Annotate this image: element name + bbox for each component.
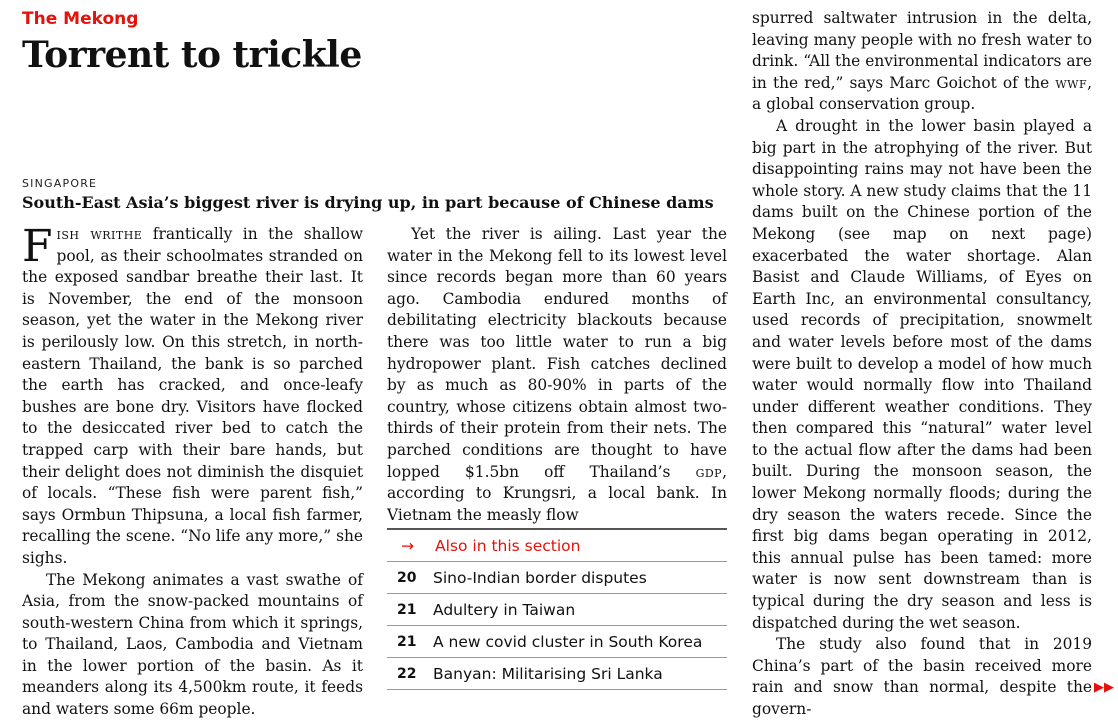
arrow-right-icon: → <box>401 536 414 555</box>
section-link-title[interactable]: Sino-Indian border disputes <box>433 568 647 587</box>
continue-arrow-icon: ▶▶ <box>1094 680 1114 695</box>
article-column-3 <box>752 8 1092 721</box>
section-link-title[interactable]: Banyan: Militarising Sri Lanka <box>433 664 663 683</box>
paragraph <box>22 221 363 570</box>
dateline: SINGAPORE <box>22 177 98 190</box>
section-link[interactable] <box>387 593 727 625</box>
abbreviation: gdp <box>695 462 723 481</box>
section-link[interactable] <box>387 625 727 657</box>
page-number: 21 <box>397 633 417 650</box>
section-link-title[interactable]: A new covid cluster in South Korea <box>433 632 703 651</box>
section-link[interactable] <box>387 561 727 593</box>
rubric: South-East Asia’s biggest river is drying up, in part because of Chinese dams <box>22 193 714 212</box>
paragraph: The Mekong animates a vast swathe of Asia, from the snow-packed mountains of south-western China from which it springs, to Thailand, Laos, Cambodia and Vietnam in the lower portion of the basin. As it meanders along its 4,500km route, it feeds and waters some 66m people. <box>22 570 363 719</box>
also-in-section-header <box>387 528 727 561</box>
paragraph: The study also found that in 2019 China’s part of the basin received more rain and snow than normal, despite the govern- <box>752 635 1092 718</box>
paragraph: spurred saltwater intrusion in the delta, leaving many people with no fresh water to drink. “All the environmental indicators are in the red,” says Marc Goichot of the wwf, a global conservation group. <box>752 9 1092 114</box>
also-in-section-title: Also in this section <box>435 536 581 555</box>
page-number: 20 <box>397 569 417 586</box>
page-number: 21 <box>397 601 417 618</box>
section-link-title[interactable]: Adultery in Taiwan <box>433 600 576 619</box>
page-number: 22 <box>397 665 417 682</box>
section-label: The Mekong <box>22 9 139 29</box>
paragraph: A drought in the lower basin played a big part in the atrophying of the river. But disappointing rains may not have been the whole story. A new study claims that the 11 dams built on the Chinese portion of the Mekong (see map on next page) exacerbated the water shortage. Alan Basist and Claude Williams, of Eyes on Earth Inc, an environmental consultancy, used records of precipitation, snowmelt and water levels before most of the dams were built to develop a model of how much water would normally flow into Thailand under different weather conditions. They then compared this “natural” water level to the actual flow after the dams had been built. During the monsoon season, the lower Mekong normally floods; during the dry season the waters recede. Since the first big dams began operating in 2012, this annual pulse has been tamed: more water is now sent downstream than is typical during the dry season and less is dispatched during the wet season. <box>752 116 1092 632</box>
drop-cap: F <box>22 221 53 272</box>
paragraph: Yet the river is ailing. Last year the water in the Mekong fell to its lowest level since records began more than 60 years ago. Cambodia endured months of debilitating electricity blackouts because there was too little water to run a big hydropower plant. Fish catches declined by as much as 80-90% in parts of the country, whose citizens obtain almost two-thirds of their protein from their nets. The parched conditions are thought to have lopped $1.5bn off Thailand’s gdp, according to Krungsri, a local bank. In Vietnam the measly flow <box>387 225 727 524</box>
article-column-2 <box>387 224 727 526</box>
headline: Torrent to trickle <box>22 34 362 76</box>
paragraph-text: frantically in the shallow pool, as their schoolmates stranded on the exposed sandbar breathe their last. It is November, the end of the monsoon season, yet the water in the Mekong river is perilously low. On this stretch, in north-eastern Thailand, the bank is so parched the earth has cracked, and once-leafy bushes are bone dry. Visitors have flocked to the desiccated river bed to catch the trapped carp with their bare hands, but their delight does not diminish the disquiet of locals. “These fish were parent fish,” says Ormbun Thipsuna, a local fish farmer, recalling the scene. “No life any more,” she sighs. <box>22 225 363 567</box>
also-in-this-section-box <box>387 528 727 690</box>
small-caps-lead: ish writhe <box>56 225 143 243</box>
abbreviation: wwf <box>1055 73 1088 92</box>
article-column-1 <box>22 221 363 721</box>
section-link[interactable] <box>387 657 727 690</box>
